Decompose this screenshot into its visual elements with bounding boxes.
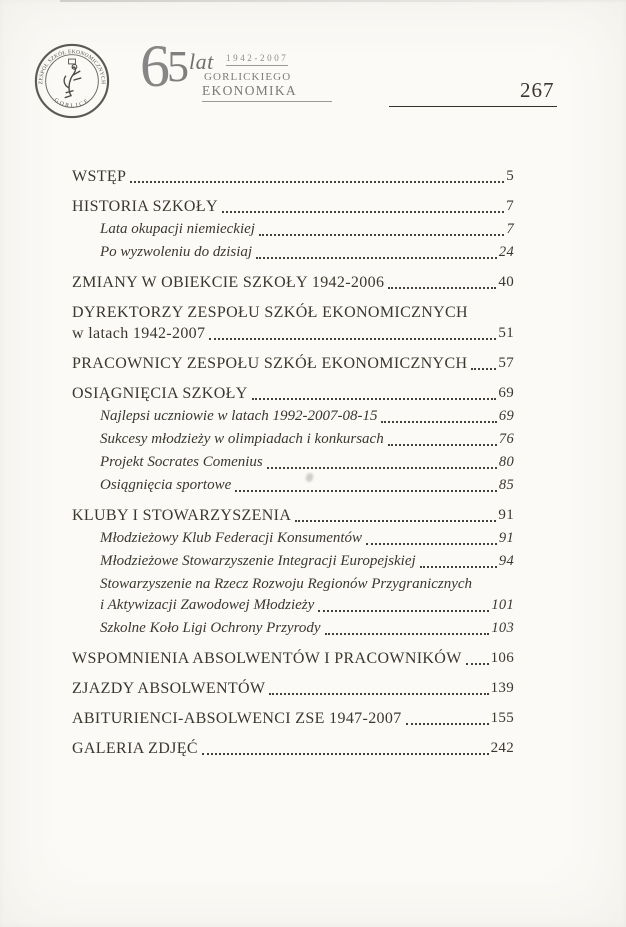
toc-entry-main: [72, 383, 514, 404]
dot-leader: [252, 398, 497, 400]
logo-line1-text: GORLICKIEGO: [204, 71, 292, 83]
toc-entry-title: ABITURIENCI-ABSOLWENCI ZSE 1947-2007: [72, 710, 402, 727]
dot-leader: [209, 338, 496, 340]
table-of-contents: [72, 166, 514, 759]
logo-years-text: 1942-2007: [226, 53, 288, 66]
toc-entry-sub: [72, 242, 514, 263]
toc-entry-title: PRACOWNICY ZESPOŁU SZKÓŁ EKONOMICZNYCH: [72, 355, 468, 372]
toc-page-number: 91: [498, 507, 514, 523]
toc-entry-title: ZMIANY W OBIEKCIE SZKOŁY 1942-2006: [72, 274, 385, 291]
toc-entry-sub: [72, 219, 514, 240]
toc-entry-title: OSIĄGNIĘCIA SZKOŁY: [72, 385, 248, 402]
svg-text:GORLICE: [53, 97, 91, 109]
logo-digit-6: 6: [140, 33, 170, 99]
toc-entry-main: [72, 738, 514, 759]
toc-page-number: 51: [498, 325, 514, 341]
dot-leader: [325, 633, 490, 635]
dot-leader: [388, 287, 496, 289]
toc-entry-title: i Aktywizacji Zawodowej Młodzieży: [100, 597, 315, 613]
toc-page-number: 40: [498, 274, 514, 290]
toc-entry-sub: [72, 429, 514, 450]
toc-page-number: 5: [506, 168, 514, 184]
toc-page-number: 139: [490, 680, 514, 696]
toc-entry-main: [72, 708, 514, 729]
toc-entry-main: [72, 505, 514, 526]
logo-line2-text: EKONOMIKA: [202, 83, 297, 98]
toc-entry-title: ZJAZDY ABSOLWENTÓW: [72, 680, 266, 697]
toc-page-number: 242: [490, 740, 514, 756]
toc-entry-title: Po wyzwoleniu do dzisiaj: [100, 244, 253, 260]
dot-leader: [295, 520, 496, 522]
toc-entry-sub: [72, 475, 514, 496]
dot-leader: [466, 663, 489, 665]
toc-entry-main: [72, 353, 514, 374]
toc-page-number: 7: [506, 221, 514, 237]
toc-entry-main: [72, 648, 514, 669]
toc-page-number: 94: [498, 553, 514, 569]
dot-leader: [256, 257, 497, 259]
toc-page-number: 69: [498, 385, 514, 401]
seal-ring-text-bottom: GORLICE: [52, 97, 92, 110]
school-seal-icon: [33, 42, 111, 120]
toc-entry-sub: [72, 528, 514, 549]
toc-entry-title: w latach 1942-2007: [72, 325, 206, 342]
toc-entry-title: DYREKTORZY ZESPOŁU SZKÓŁ EKONOMICZNYCH: [72, 304, 468, 321]
toc-page-number: 69: [498, 408, 514, 424]
seal-ring-text-top: ZESPÓŁ SZKÓŁ EKONOMICZNYCH: [38, 49, 106, 85]
toc-page-number: 7: [506, 198, 514, 214]
dot-leader: [388, 444, 497, 446]
toc-page-number: 106: [490, 650, 514, 666]
toc-entry-sub: [72, 406, 514, 427]
anniversary-logo: [140, 33, 310, 114]
logo-lat-text: lat: [189, 49, 214, 74]
toc-entry-title: WSPOMNIENIA ABSOLWENTÓW I PRACOWNIKÓW: [72, 650, 462, 667]
toc-page-number: 24: [498, 244, 514, 260]
toc-page-number: 101: [491, 597, 514, 613]
toc-page-number: 103: [491, 620, 514, 636]
toc-entry-sub: [72, 595, 514, 616]
toc-entry-main: [72, 166, 514, 187]
logo-digit-5: 5: [167, 42, 189, 91]
toc-entry-main: [72, 196, 514, 217]
toc-entry-title: Osiągnięcia sportowe: [100, 477, 232, 493]
dot-leader: [267, 467, 497, 469]
toc-entry-sub: [72, 618, 514, 639]
toc-page-number: 57: [498, 355, 514, 371]
scan-edge-artifact: [60, 0, 626, 2]
dot-leader: [471, 368, 496, 370]
toc-entry-main: [72, 323, 514, 344]
seal-inner-ring: [46, 55, 99, 108]
dot-leader: [269, 693, 488, 695]
toc-page-number: 155: [490, 710, 514, 726]
lion-crest-icon: [64, 59, 81, 98]
toc-page-number: 85: [498, 477, 514, 493]
toc-entry-title: Młodzieżowy Klub Federacji Konsumentów: [100, 530, 363, 546]
dot-leader: [235, 490, 497, 492]
dot-leader: [366, 543, 497, 545]
dot-leader: [259, 234, 504, 236]
page-number: 267: [520, 78, 555, 102]
dot-leader: [222, 211, 504, 213]
toc-entry-title: HISTORIA SZKOŁY: [72, 198, 218, 215]
dot-leader: [130, 181, 504, 183]
toc-entry-title: Najlepsi uczniowie w latach 1992-2007-08-15: [100, 408, 378, 424]
toc-entry-title: Szkolne Koło Ligi Ochrony Przyrody: [100, 620, 321, 636]
dot-leader: [420, 566, 497, 568]
dot-leader: [318, 610, 489, 612]
toc-entry-title: GALERIA ZDJĘĆ: [72, 740, 198, 757]
toc-entry-sub: [72, 551, 514, 572]
dot-leader: [381, 421, 496, 423]
toc-entry-title: KLUBY I STOWARZYSZENIA: [72, 507, 292, 524]
toc-entry-title: Projekt Socrates Comenius: [100, 454, 263, 470]
toc-page-number: 80: [498, 454, 514, 470]
toc-page-number: 91: [498, 530, 514, 546]
toc-entry-main: [72, 272, 514, 293]
toc-entry-title: Stowarzyszenie na Rzecz Rozwoju Regionów Przygranicznych: [100, 576, 473, 592]
toc-entry-title: WSTĘP: [72, 168, 127, 185]
dot-leader: [406, 723, 489, 725]
toc-entry-title: Sukcesy młodzieży w olimpiadach i konkursach: [100, 431, 384, 447]
header-rule: [389, 106, 557, 107]
school-seal-logo: [33, 42, 111, 120]
toc-entry-sub: [72, 574, 514, 595]
toc-page-number: 76: [498, 431, 514, 447]
toc-entry-title: Młodzieżowe Stowarzyszenie Integracji Europejskiej: [100, 553, 416, 569]
logo-underline: [202, 101, 332, 102]
toc-entry-sub: [72, 452, 514, 473]
toc-entry-title: Lata okupacji niemieckiej: [100, 221, 255, 237]
toc-entry-main: [72, 302, 514, 323]
dot-leader: [202, 753, 489, 755]
toc-entry-main: [72, 678, 514, 699]
